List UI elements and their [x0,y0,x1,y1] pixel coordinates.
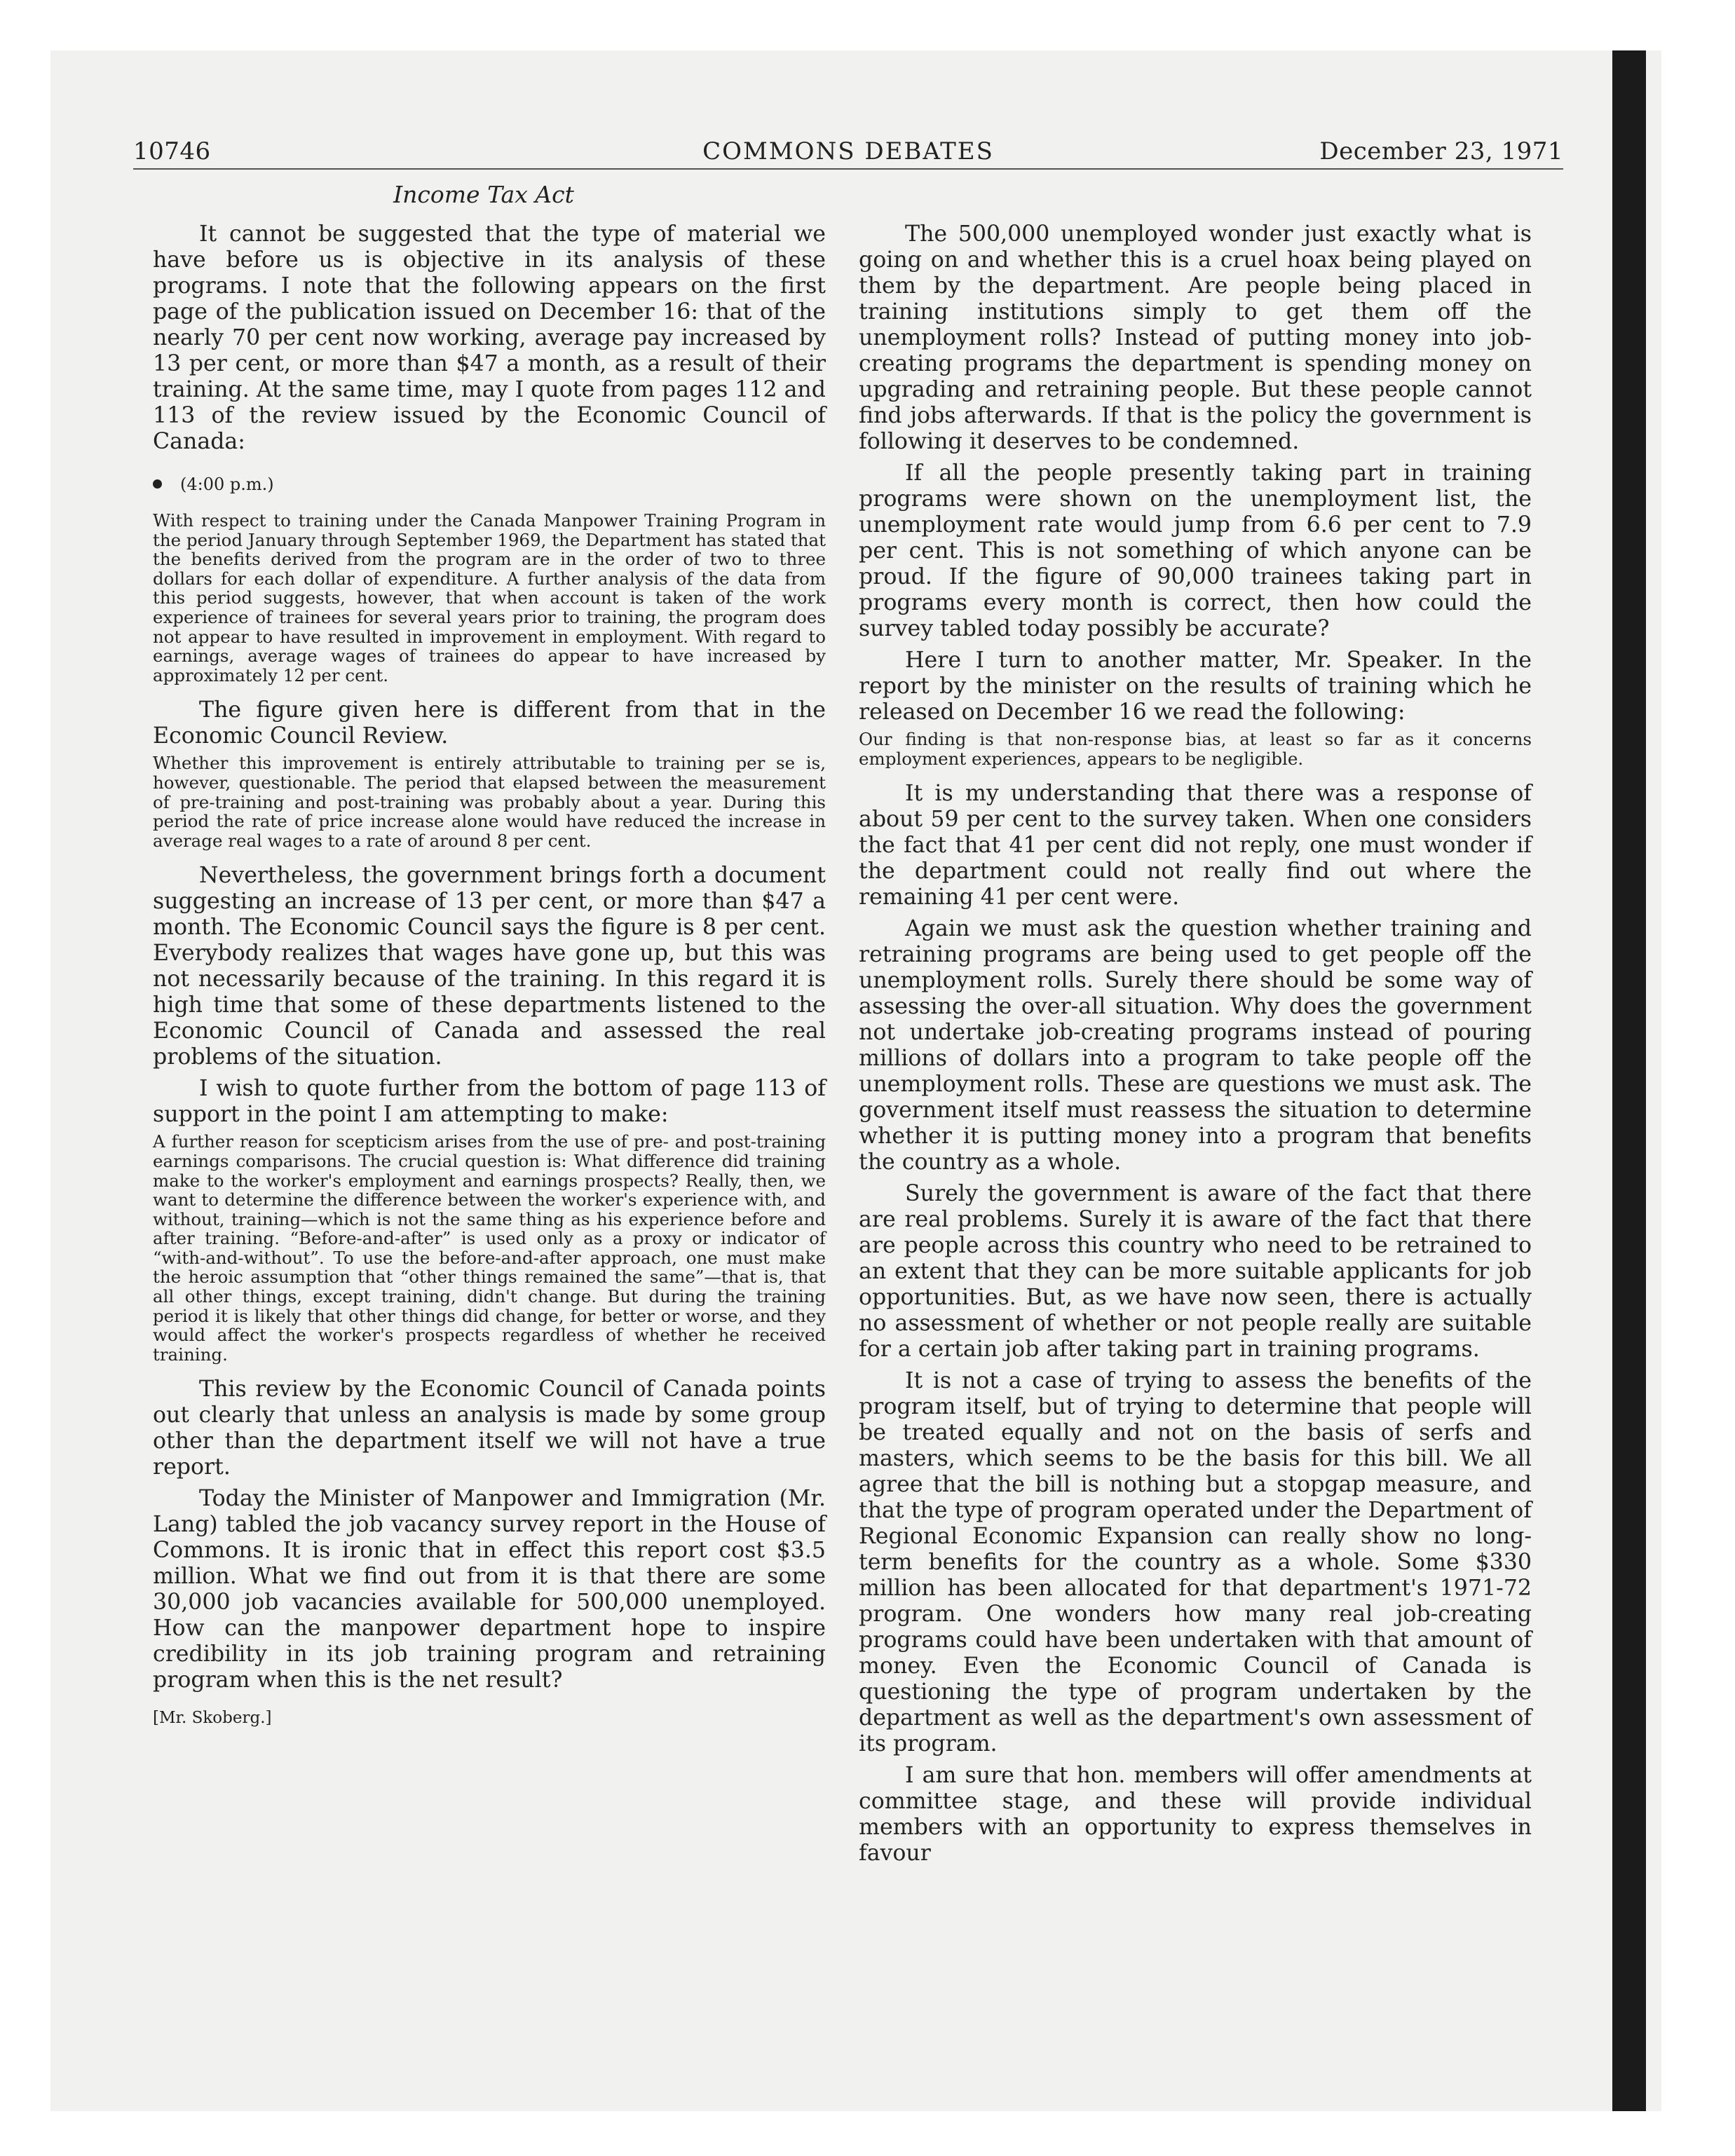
block-quote: With respect to training under the Canada Manpower Training Program in the period January through September 1969, the Department has stated that the benefits derived from the program are in the order of two to three dollars for each dollar of expenditure. A further analysis of the data from this period suggests, however, that when account is taken of the work experience of trainees for several years prior to training, the program does not appear to have resulted in improvement in employment. With regard to earnings, average wages of trainees do appear to have increased by approximately 12 per cent. [153,510,826,685]
paragraph: This review by the Economic Council of Canada points out clearly that unless an analysis is made by some group other than the department itself we will not have a true report. [153,1377,826,1480]
paragraph: The figure given here is different from that in the Economic Council Review. [153,697,826,749]
paragraph: Again we must ask the question whether training and retraining programs are being used to get people off the unemployment rolls. Surely there should be some way of assessing the over-all situation. Why does the government not undertake job-creating programs instead of pouring millions of dollars into a program to take people off the unemployment rolls. These are questions we must ask. The government itself must reassess the situation to determine whether it is putting money into a program that benefits the country as a whole. [859,916,1532,1175]
paragraph: If all the people presently taking part in training programs were shown on the unemployment list, the unemployment rate would jump from 6.6 per cent to 7.9 per cent. This is not something of which anyone can be proud. If the figure of 90,000 trainees taking part in programs every month is correct, then how could the survey tabled today possibly be accurate? [859,460,1532,641]
paragraph: Today the Minister of Manpower and Immigration (Mr. Lang) tabled the job vacancy survey report in the House of Commons. It is ironic that in effect this report cost $3.5 million. What we find out from it is that there are some 30,000 job vacancies available for 500,000 unemployed. How can the manpower department hope to inspire credibility in its job training program and retraining program when this is the net result? [153,1486,826,1693]
scan-edge-shadow [1612,50,1646,2111]
right-column [859,221,1532,1867]
block-quote: Our finding is that non-response bias, at least so far as it concerns employment experiences, appears to be negligible. [859,729,1532,769]
paragraph: I wish to quote further from the bottom of page 113 of support in the point I am attempting to make: [153,1076,826,1128]
block-quote: Whether this improvement is entirely attributable to training per se is, however, questionable. The period that elapsed between the measurement of pre-training and post-training was probably about a year. During this period the rate of price increase alone would have reduced the increase in average real wages to a rate of around 8 per cent. [153,753,826,851]
page-header [133,135,1563,170]
speaker-attribution: [Mr. Skoberg.] [153,1709,272,1728]
paragraph: It is not a case of trying to assess the benefits of the program itself, but of trying to determine that people will be treated equally and not on the basis of serfs and masters, which seems to be the basis for this bill. We all agree that the bill is nothing but a stopgap measure, and that the type of program operated under the Department of Regional Economic Expansion can really show no long-term benefits for the country as a whole. Some $330 million has been allocated for that department's 1971-72 program. One wonders how many real job-creating programs could have been undertaken with that amount of money. Even the Economic Council of Canada is questioning the type of program undertaken by the department as well as the department's own assessment of its program. [859,1368,1532,1757]
paragraph: It is my understanding that there was a response of about 59 per cent to the survey taken. When one considers the fact that 41 per cent did not reply, one must wonder if the department could not really find out where the remaining 41 per cent were. [859,781,1532,910]
time-stamp [153,475,826,494]
paragraph: The 500,000 unemployed wonder just exactly what is going on and whether this is a cruel hoax being played on them by the department. Are people being placed in training institutions simply to get them off the unemployment rolls? Instead of putting money into job-creating programs the department is spending money on upgrading and retraining people. But these people cannot find jobs afterwards. If that is the policy the government is following it deserves to be condemned. [859,221,1532,454]
block-quote: A further reason for scepticism arises from the use of pre- and post-training earnings comparisons. The crucial question is: What difference did training make to the worker's employment and earnings prospects? Really, then, we want to determine the difference between the worker's experience with, and without, training—which is not the same thing as his experience before and after training. “Before-and-after” is used only as a proxy or indicator of “with-and-without”. To use the before-and-after approach, one must make the heroic assumption that “other things remained the same”—that is, that all other things, except training, didn't change. But during the training period it is likely that other things did change, for better or worse, and they would affect the worker's prospects regardless of whether he received training. [153,1131,826,1365]
time-text: (4:00 p.m.) [180,475,274,494]
paragraph: Surely the government is aware of the fact that there are real problems. Surely it is aware of the fact that there are people across this country who need to be retrained to an extent that they can be more suitable applicants for job opportunities. But, as we have now seen, there is actually no assessment of whether or not people really are suitable for a certain job after taking part in training programs. [859,1181,1532,1363]
page-number: 10746 [133,137,211,165]
left-column [153,221,826,1727]
publication-title: COMMONS DEBATES [702,137,994,165]
paragraph: It cannot be suggested that the type of material we have before us is objective in its analysis of these programs. I note that the following appears on the first page of the publication issued on December 16: that of the nearly 70 per cent now working, average pay increased by 13 per cent, or more than $47 a month, as a result of their training. At the same time, may I quote from pages 112 and 113 of the review issued by the Economic Council of Canada: [153,221,826,454]
paragraph: Nevertheless, the government brings forth a document suggesting an increase of 13 per cent, or more than $47 a month. The Economic Council says the figure is 8 per cent. Everybody realizes that wages have gone up, but this was not necessarily because of the training. In this regard it is high time that some of these departments listened to the Economic Council of Canada and assessed the real problems of the situation. [153,863,826,1070]
paragraph: I am sure that hon. members will offer amendments at committee stage, and these will provide individual members with an opportunity to express themselves in favour [859,1763,1532,1867]
paragraph: Here I turn to another matter, Mr. Speaker. In the report by the minister on the results of training which he released on December 16 we read the following: [859,648,1532,725]
publication-date: December 23, 1971 [1319,137,1563,165]
bullet-icon [153,479,162,489]
running-title: Income Tax Act [393,181,574,208]
